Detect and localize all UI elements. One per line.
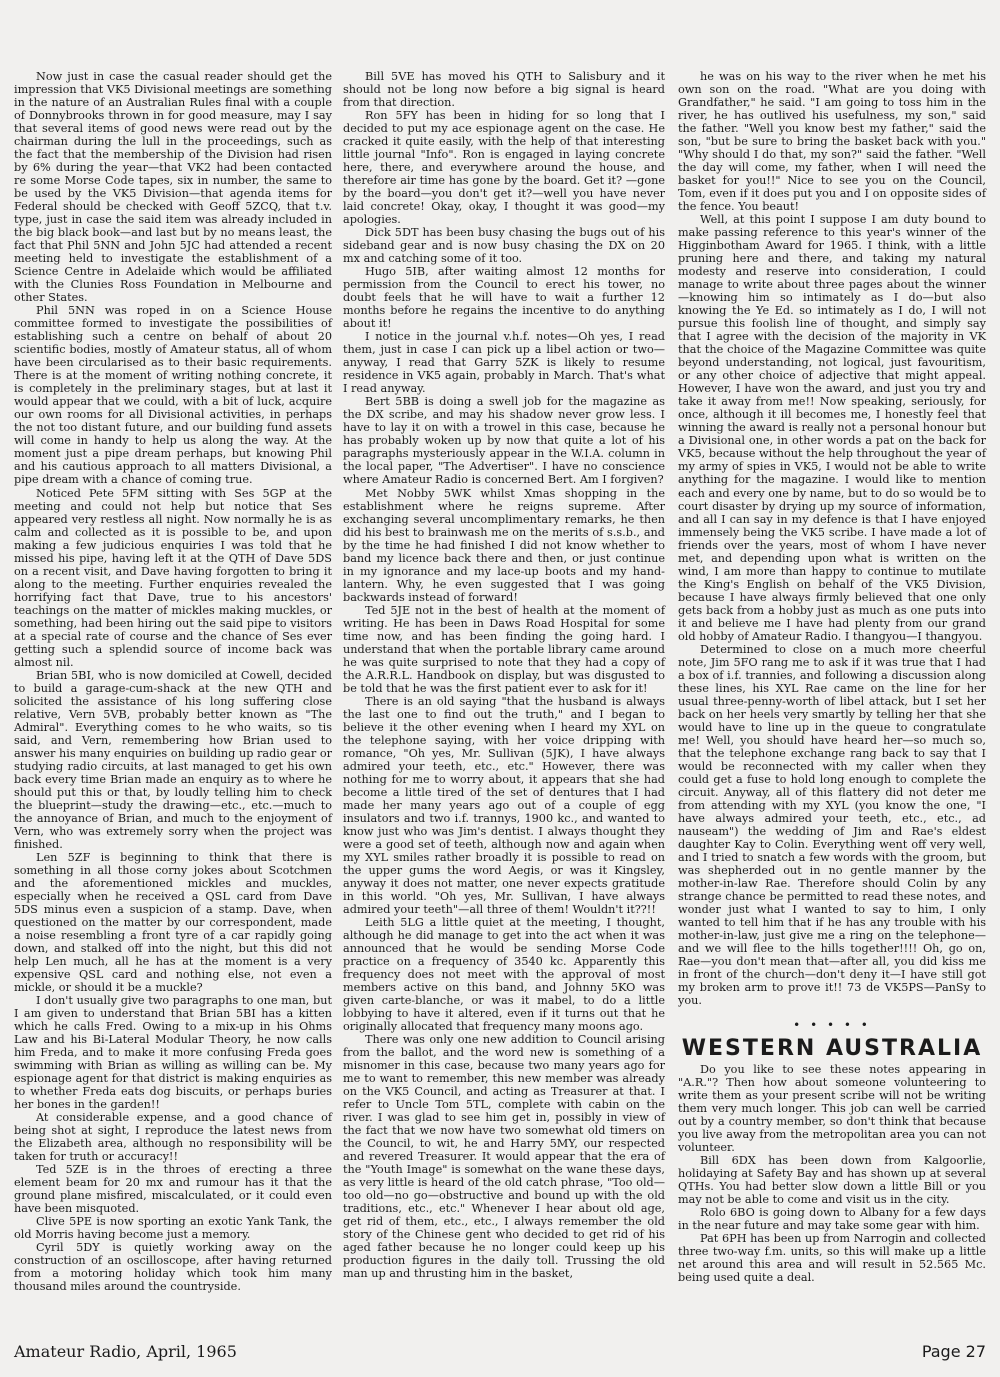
paragraph: Determined to close on a much more cheerful note, Jim 5FO rang me to ask if it was true that I had a box of i.f. trannies, and following a discussion along these lines, his XYL Rae came on the line for her usual three-penny-worth of libel attack, but I set her back on her heels very smartly by telling her that she would have to line up in the queue to congratulate me! Well, you should have heard her—so much so, that the telephone exchange rang back to say that I would be reconnected with my caller when they could get a fuse to hold long enough to complete the circuit. Anyway, all of this flattery did not deter me from attending with my XYL (you know the one, "I have always admired your teeth, etc., etc., ad nauseam") the wedding of Jim and Rae's eldest daughter Kay to Colin. Everything went off very well, and I tried to snatch a few words with the groom, but was shepherded out in no gentle manner by the mother-in-law Rae. Therefore should Colin by any strange chance be permitted to read these notes, and wonder just what I wanted to say to him, I only wanted to tell him that if he has any trouble with his mother-in-law, just give me a ring on the telephone—and we will flee to the hills together!!!! Oh, go on, Rae—you don't mean that—after all, you did kiss me in front of the church—don't deny it—I have still got my broken arm to prove it!! 73 de VK5PS—PanSy to you. [678, 642, 986, 1008]
paragraph: There is an old saying "that the husband is always the last one to find out the truth," and I began to believe it the other evening when I heard my XYL on the telephone saying, with her voice dripping with romance, "Oh yes, Mr. Sullivan (5JK), I have always admired your teeth, etc., etc." However, there was nothing for me to worry about, it appears that she had become a little tired of the set of dentures that I had made her many years ago out of a couple of egg insulators and two i.f. trannys, 1900 kc., and wanted to know just who was Jim's dentist. I always thought they were a good set of teeth, although now and again when my XYL smiles rather broadly it is possible to read on the upper gums the word Aegis, or was it Kingsley, anyway it does not matter, one never expects gratitude in this world. "Oh yes, Mr. Sullivan, I have always admired your teeth"—all three of them! Wouldn't it??!! [343, 694, 665, 916]
page-number: Page 27 [921, 1342, 986, 1361]
paragraph: Cyril 5DY is quietly working away on the construction of an oscilloscope, after having returned from a motoring holiday which took him many thousand miles around the countryside. [14, 1241, 332, 1294]
column-1 [14, 70, 332, 1293]
paragraph: There was only one new addition to Council arising from the ballot, and the word new is something of a misnomer in this case, because two many years ago for me to want to remember, this new member was already on the VK5 Council, and acting as Treasurer at that. I refer to Uncle Tom 5TL, complete with cabin on the river. I was glad to see him get in, possibly in view of the fact that we now have two somewhat old timers on the Council, to wit, he and Harry 5MY, our respected and revered Treasurer. It would appear that the era of the "Youth Image" is somewhat on the wane these days, as very little is heard of the old catch phrase, "Too old—too old—no go—obstructive and bound up with the old traditions, etc., etc." Whenever I hear about old age, get rid of them, etc., etc., I always remember the old story of the Chinese gent who decided to get rid of his aged father because he no longer could keep up his production figures in the daily toll. Trussing the old man up and thrusting him in the basket, [343, 1033, 665, 1281]
paragraph: Bill 6DX has been down from Kalgoorlie, holidaying at Safety Bay and has shown up at several QTHs. You had better slow down a little Bill or you may not be able to come and visit us in the city. [678, 1154, 986, 1207]
paragraph: I notice in the journal v.h.f. notes—Oh yes, I read them, just in case I can pick up a libel action or two—anyway, I read that Garry 5ZK is likely to resume residence in VK5 again, probably in March. That's what I read anyway. [343, 330, 665, 396]
paragraph: Dick 5DT has been busy chasing the bugs out of his sideband gear and is now busy chasing the DX on 20 mx and catching some of it too. [343, 226, 665, 266]
paragraph: At considerable expense, and a good chance of being shot at sight, I reproduce the latest news from the Elizabeth area, although no responsibility will be taken for truth or accuracy!! [14, 1111, 332, 1164]
paragraph: I don't usually give two paragraphs to one man, but I am given to understand that Brian 5BI has a kitten which he calls Fred. Owing to a mix-up in his Ohms Law and his Bi-Lateral Modular Theory, he now calls him Freda, and to make it more confusing Freda goes swimming with Brian as willing as willing can be. My espionage agent for that district is making enquiries as to whether Freda eats dog biscuits, or perhaps buries her bones in the garden!! [14, 994, 332, 1112]
paragraph: Met Nobby 5WK whilst Xmas shopping in the establishment where he reigns supreme. After exchanging several uncomplimentary remarks, he then did his best to brainwash me on the merits of s.s.b., and by the time he had finished I did not know whether to band my licence back there and then, or just continue in my ignorance and my lace-up boots and my hand-lantern. Why, he even suggested that I was going backwards instead of forward! [343, 486, 665, 604]
publication-line: Amateur Radio, April, 1965 [14, 1342, 237, 1361]
paragraph: Rolo 6BO is going down to Albany for a few days in the near future and may take some gear with him. [678, 1206, 986, 1233]
paragraph: Well, at this point I suppose I am duty bound to make passing reference to this year's winner of the Higginbotham Award for 1965. I think, with a little pruning here and there, and taking my natural modesty and reserve into consideration, I could manage to write about three pages about the winner—knowing him so intimately as I do—but also knowing the Ye Ed. so intimately as I do, I will not pursue this foolish line of thought, and simply say that I agree with the decision of the majority in VK that the choice of the Magazine Committee was quite beyond understanding, not logical, just favouritism, or any other choice of adjective that might appeal. However, I have won the award, and just you try and take it away from me!! Now speaking, seriously, for once, although it ill becomes me, I honestly feel that winning the award is really not a personal honour but a Divisional one, in other words a pat on the back for VK5, because without the help throughout the year of my army of spies in VK5, I would not be able to write anything for the magazine. I would like to mention each and every one by name, but to do so would be to court disaster by drying up my source of information, and all I can say in my defence is that I have enjoyed immensely being the VK5 scribe. I have made a lot of friends over the years, most of whom I have never met, and depending upon what is written on the wind, I am more than happy to continue to mutilate the King's English on behalf of the VK5 Division, because I have always firmly believed that one only gets back from a hobby just as much as one puts into it and believe me I have had plenty from our grand old hobby of Amateur Radio. I thangyou—I thangyou. [678, 213, 986, 643]
page-footer [14, 1342, 986, 1366]
paragraph: Do you like to see these notes appearing in "A.R."? Then how about someone volunteering to write them as your present scribe will not be writing them very much longer. This job can well be carried out by a country member, so don't think that because you live away from the metropolitan area you can not volunteer. [678, 1063, 986, 1155]
paragraph: Noticed Pete 5FM sitting with Ses 5GP at the meeting and could not help but notice that Ses appeared very restless all night. Now normally he is as calm and collected as it is possible to be, and upon making a few judicious enquiries I was told that he missed his pipe, having left it at the QTH of Dave 5DS on a recent visit, and Dave having forgotten to bring it along to the meeting. Further enquiries revealed the horrifying fact that Dave, true to his ancestors' teachings on the matter of mickles making muckles, or something, had been hiring out the said pipe to visitors at a special rate of course and the chance of Ses ever getting such a splendid source of income back was almost nil. [14, 486, 332, 669]
paragraph: Ted 5ZE is in the throes of erecting a three element beam for 20 mx and rumour has it that the ground plane misfired, miscalculated, or it could even have been misquoted. [14, 1163, 332, 1216]
paragraph: Ted 5JE not in the best of health at the moment of writing. He has been in Daws Road Hospital for some time now, and has been finding the going hard. I understand that when the portable library came around he was quite surprised to note that they had a copy of the A.R.R.L. Handbook on display, but was disgusted to be told that he was the first patient ever to ask for it! [343, 603, 665, 695]
paragraph: Hugo 5IB, after waiting almost 12 months for permission from the Council to erect his tower, no doubt feels that he will have to wait a further 12 months before he regains the incentive to do anything about it! [343, 265, 665, 331]
paragraph: Brian 5BI, who is now domiciled at Cowell, decided to build a garage-cum-shack at the new QTH and solicited the assistance of his long suffering close relative, Vern 5VB, probably better known as "The Admiral". Everything comes to he who waits, so tis said, and Vern, remembering how Brian used to answer his many enquiries on building up radio gear or studying radio circuits, at last managed to get his own back every time Brian made an enquiry as to where he should put this or that, by loudly telling him to check the blueprint—study the drawing—etc., etc.—much to the annoyance of Brian, and much to the enjoyment of Vern, who was extremely sorry when the project was finished. [14, 668, 332, 851]
section-divider: • • • • • [793, 1018, 871, 1033]
paragraph: Bert 5BB is doing a swell job for the magazine as the DX scribe, and may his shadow never grow less. I have to lay it on with a trowel in this case, because he has probably woken up by now that quite a lot of his paragraphs mysteriously appear in the W.I.A. column in the local paper, "The Advertiser". I have no conscience where Amateur Radio is concerned Bert. Am I forgiven? [343, 395, 665, 487]
paragraph: Clive 5PE is now sporting an exotic Yank Tank, the old Morris having become just a memory. [14, 1215, 332, 1242]
paragraph: Ron 5FY has been in hiding for so long that I decided to put my ace espionage agent on the case. He cracked it quite easily, with the help of that interesting little journal "Info". Ron is engaged in laying concrete here, there, and everywhere around the house, and therefore air time has gone by the board. Get it? —gone by the board—you don't get it?—well you have never laid concrete! Okay, okay, I thought it was good—my apologies. [343, 109, 665, 227]
paragraph: Len 5ZF is beginning to think that there is something in all those corny jokes about Scotchmen and the aforementioned mickles and muckles, especially when he received a QSL card from Dave 5DS minus even a suspicion of a stamp. Dave, when questioned on the matter by our correspondent, made a noise resembling a front tyre of a car rapidly going down, and stalked off into the night, but this did not help Len much, all he has at the moment is a very expensive QSL card and nothing else, not even a mickle, or should it be a muckle? [14, 850, 332, 995]
paragraph: Phil 5NN was roped in on a Science House committee formed to investigate the possibilities of establishing such a centre on behalf of about 20 scientific bodies, mostly of Amateur status, all of whom have been circularised as to their basic requirements. There is at the moment of writing nothing concrete, it is completely in the preliminary stages, but at last it would appear that we could, with a bit of luck, acquire our own rooms for all Divisional activities, in perhaps the not too distant future, and our building fund assets will come in handy to help us along the way. At the moment just a pipe dream perhaps, but knowing Phil and his cautious approach to all matters Divisional, a pipe dream with a chance of coming true. [14, 304, 332, 487]
column-2 [343, 70, 665, 1280]
paragraph: he was on his way to the river when he met his own son on the road. "What are you doing with Grandfather," he said. "I am going to toss him in the river, he has outlived his usefulness, my son," said the father. "Well you know best my father," said the son, "but be sure to bring the basket back with you." "Why should I do that, my son?" said the father. "Well the day will come, my father, when I will need the basket for you!!" Nice to see you on the Council, Tom, even if it does put you and I on opposite sides of the fence. You beaut! [678, 70, 986, 214]
column-3 [678, 70, 986, 1284]
paragraph: Pat 6PH has been up from Narrogin and collected three two-way f.m. units, so this will make up a little net around this area and will result in 52.565 Mc. being used quite a deal. [678, 1232, 986, 1285]
paragraph: Now just in case the casual reader should get the impression that VK5 Divisional meetings are something in the nature of an Australian Rules final with a couple of Donnybrooks thrown in for good measure, may I say that several items of good news were read out by the chairman during the lull in the proceedings, such as the fact that the membership of the Division had risen by 6% during the year—that VK2 had been contacted re some Morse Code tapes, six in number, the same to be used by the VK5 Division—that agenda items for Federal should be checked with Geoff 5ZCQ, that t.v. type, just in case the said item was already included in the big black book—and last but by no means least, the fact that Phil 5NN and John 5JC had attended a recent meeting held to investigate the establishment of a Science Centre in Adelaide which would be affiliated with the Clunies Ross Foundation in Melbourne and other States. [14, 70, 332, 305]
section-heading: WESTERN AUSTRALIA [681, 1036, 983, 1062]
paragraph: Bill 5VE has moved his QTH to Salisbury and it should not be long now before a big signal is heard from that direction. [343, 70, 665, 110]
paragraph: Leith 5LG a little quiet at the meeting, I thought, although he did manage to get into the act when it was announced that he would be sending Morse Code practice on a frequency of 3540 kc. Apparently this frequency does not meet with the approval of most members active on this band, and Johnny 5KO was given carte-blanche, or was it mabel, to do a little lobbying to have it altered, even if it turns out that he originally allocated that frequency many moons ago. [343, 916, 665, 1034]
